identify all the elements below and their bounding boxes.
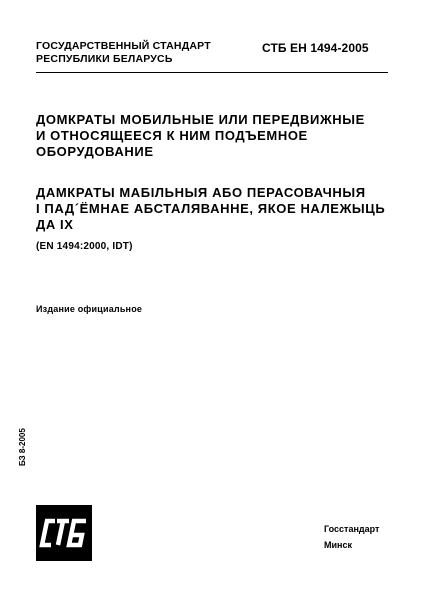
standard-name-line1: ГОСУДАРСТВЕННЫЙ СТАНДАРТ: [36, 40, 211, 52]
publisher: [324, 521, 379, 553]
title-belarusian-line3: ДА ІХ: [36, 217, 74, 232]
publisher-city: Минск: [324, 540, 352, 550]
standard-reference: (EN 1494:2000, IDT): [36, 241, 133, 252]
side-code: БЗ 8-2005: [18, 428, 27, 466]
standard-name-line2: РЕСПУБЛИКИ БЕЛАРУСЬ: [36, 53, 173, 65]
title-russian: [36, 112, 365, 160]
title-russian-line2: И ОТНОСЯЩЕЕСЯ К НИМ ПОДЪЕМНОЕ: [36, 128, 308, 143]
title-belarusian-line2: І ПАД´ЁМНАЕ АБСТАЛЯВАННЕ, ЯКОЕ НАЛЕЖЫЦЬ: [36, 201, 386, 216]
title-russian-line3: ОБОРУДОВАНИЕ: [36, 144, 154, 159]
header-divider: [36, 72, 388, 73]
title-russian-line1: ДОМКРАТЫ МОБИЛЬНЫЕ ИЛИ ПЕРЕДВИЖНЫЕ: [36, 112, 365, 127]
stb-logo-graphic: [36, 505, 92, 561]
standard-name: [36, 40, 211, 66]
edition-note: Издание официальное: [36, 304, 143, 314]
publisher-name: Госстандарт: [324, 524, 380, 534]
title-belarusian: [36, 185, 385, 233]
title-belarusian-line1: ДАМКРАТЫ МАБІЛЬНЫЯ АБО ПЕРАСОВАЧНЫЯ: [36, 185, 366, 200]
stb-logo-icon: [36, 505, 92, 561]
standard-designation: СТБ ЕН 1494-2005: [262, 41, 369, 55]
